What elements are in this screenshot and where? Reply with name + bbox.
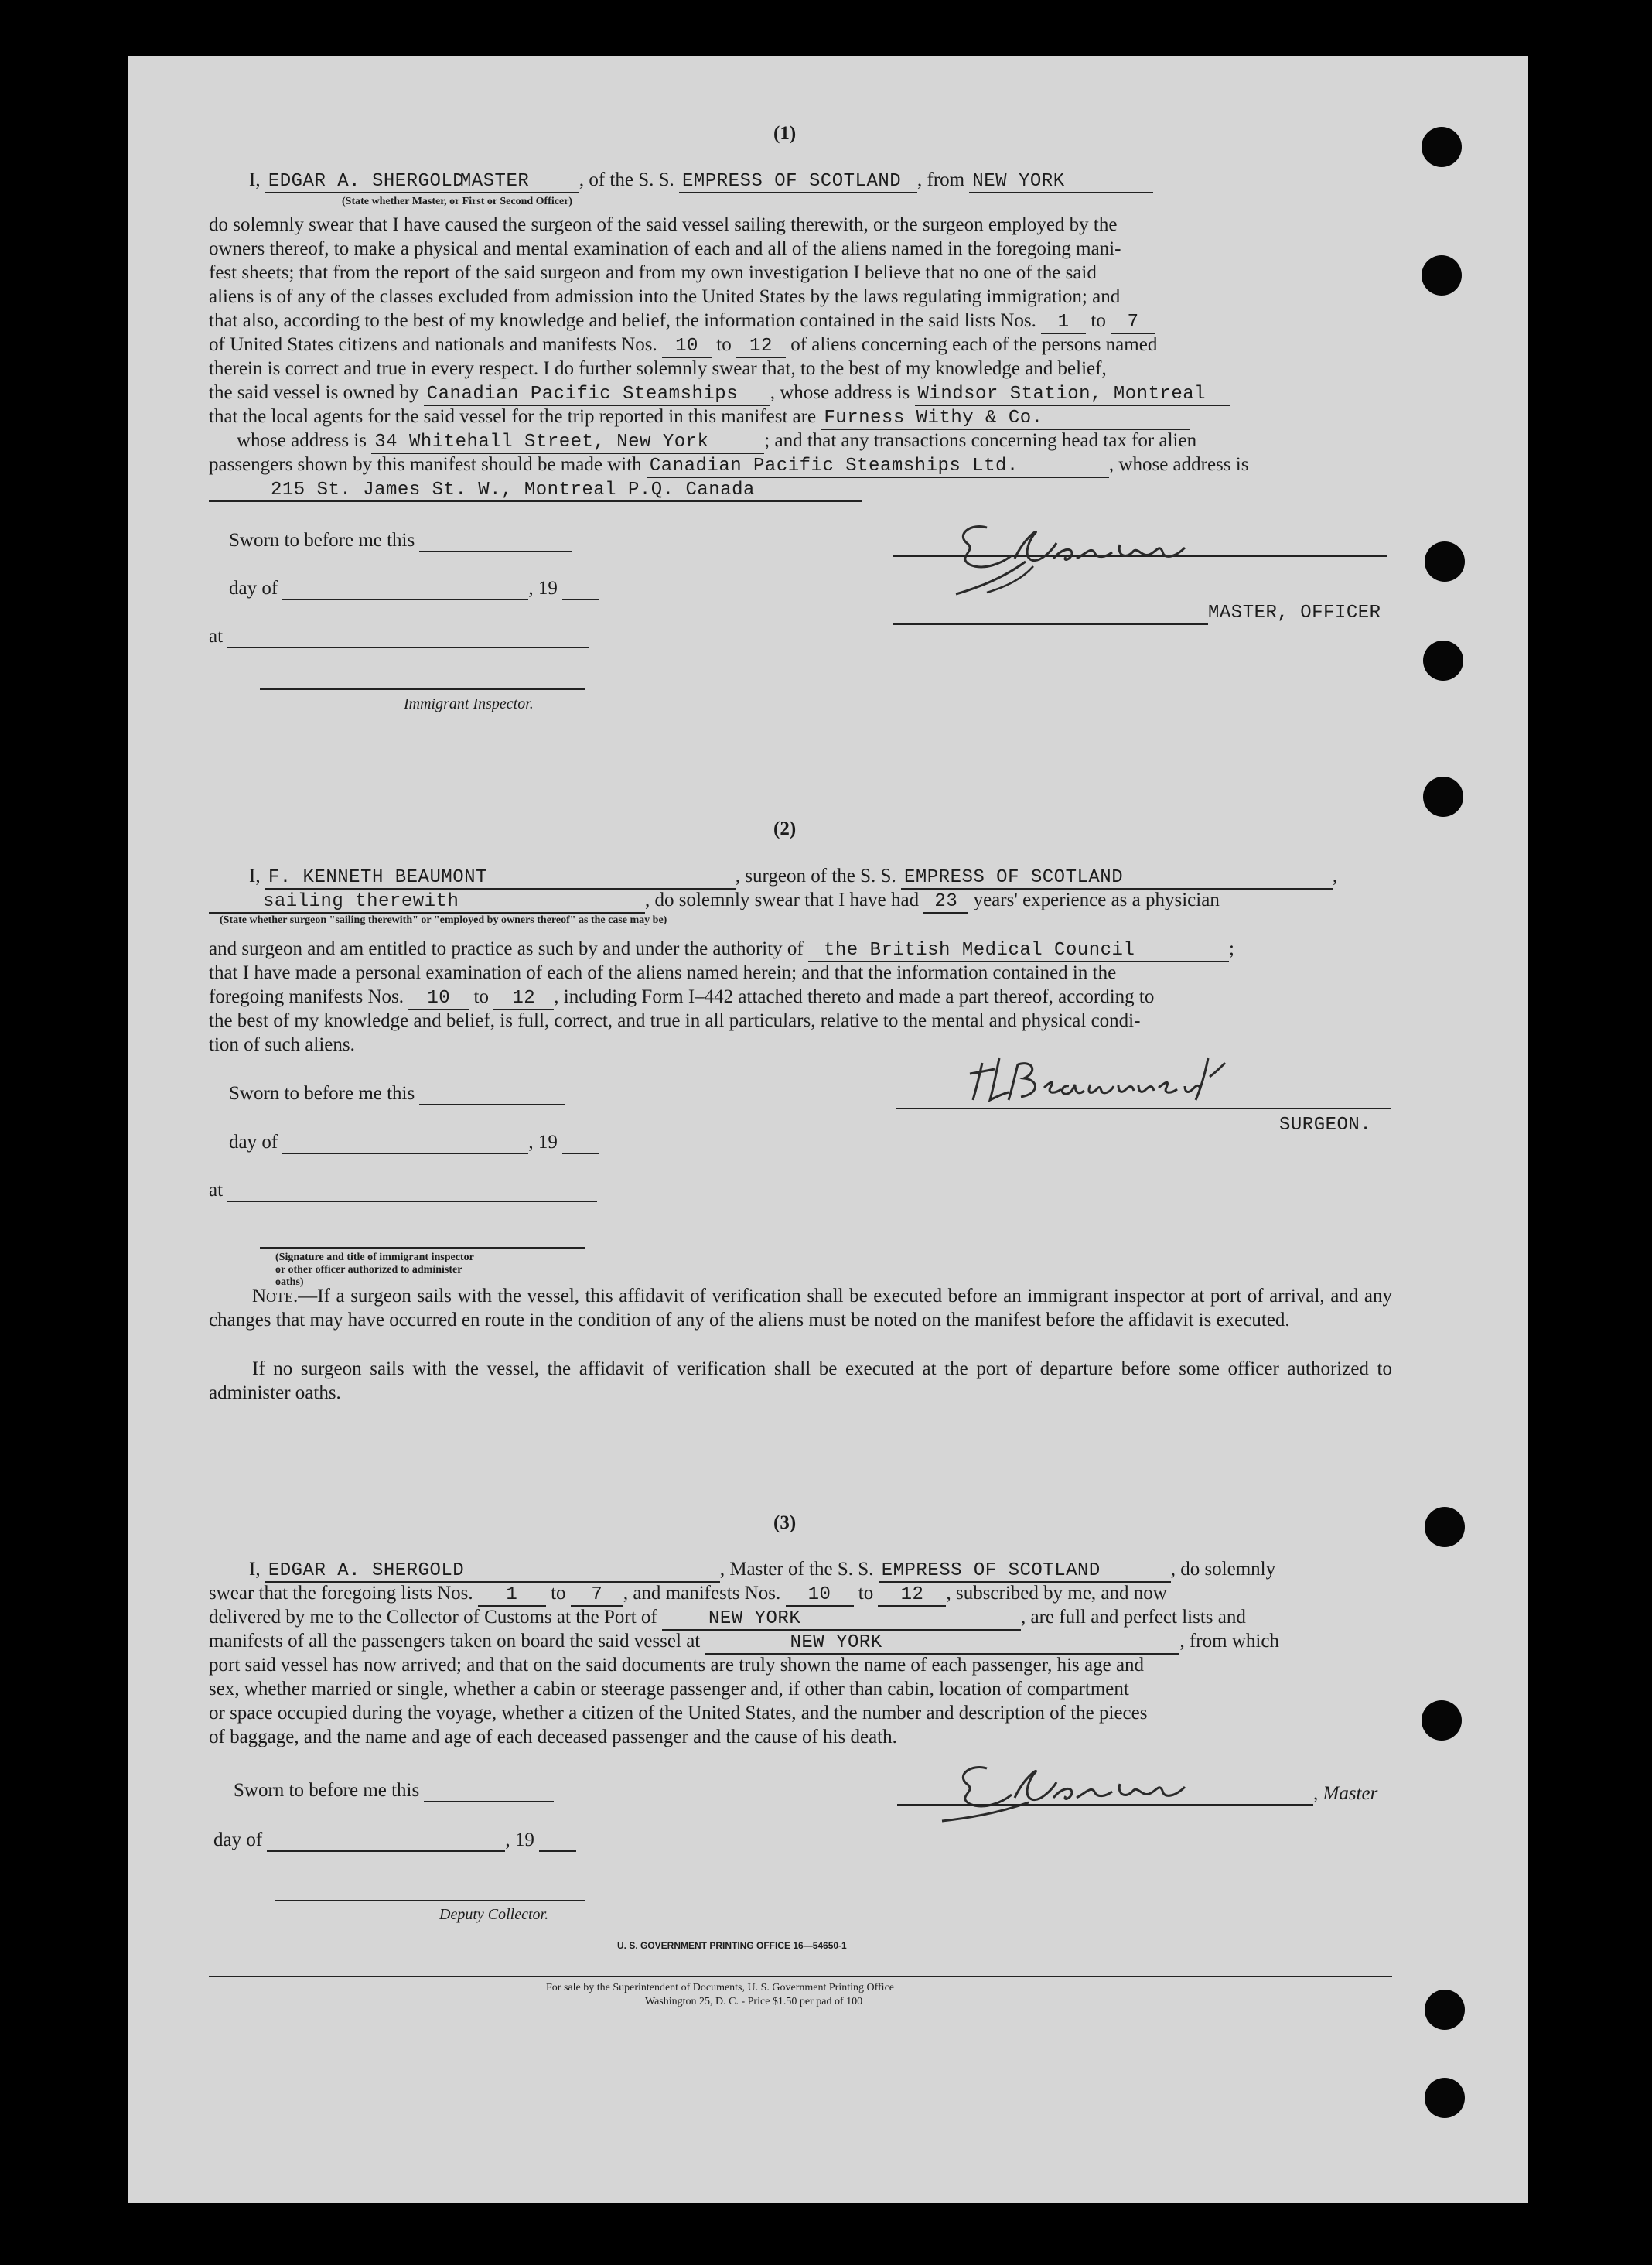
body-line: owners thereof, to make a physical and mental examination of each and all of the aliens named in the foregoing mani- xyxy=(209,238,1121,259)
text: , Master xyxy=(1313,1783,1378,1804)
body-line: or space occupied during the voyage, whether a citizen of the United States, and the number and description of the pieces xyxy=(209,1703,1148,1724)
text: , 19 xyxy=(505,1829,534,1850)
body-line xyxy=(209,1582,1167,1607)
body-line: and surgeon and am entitled to practice as such by and under the authority of the British Medical Council ; xyxy=(209,938,1234,961)
ship-name-field: EMPRESS OF SCOTLAND xyxy=(679,172,917,193)
punch-hole xyxy=(1423,641,1463,681)
master-oath-line xyxy=(249,1558,1275,1583)
text: , are full and perfect lists and xyxy=(1021,1607,1246,1628)
text: swear that the foregoing lists Nos. xyxy=(209,1583,473,1604)
body-line: fest sheets; that from the report of the said surgeon and from my own investigation I believe that no one of the said xyxy=(209,262,1097,283)
text: day of xyxy=(229,1132,278,1153)
signature-line xyxy=(260,1247,585,1249)
text: at xyxy=(209,626,224,647)
note-text: —If a surgeon sails with the vessel, this affidavit of verification shall be executed before an immigrant inspector at port of arrival, and any changes that may have occurred en route in the condition of any of the aliens must be noted on the manifest before the affidavit is executed. xyxy=(209,1286,1392,1331)
text: of aliens concerning each of the persons named xyxy=(790,334,1158,355)
text: to xyxy=(473,986,489,1007)
label: I, xyxy=(249,1559,261,1580)
field-note: (State whether Master, or First or Second Officer) xyxy=(342,196,573,207)
authority-field: the British Medical Council xyxy=(808,941,1229,962)
text: day of xyxy=(229,578,278,599)
note-paragraph: If no surgeon sails with the vessel, the affidavit of verification shall be executed at the port of departure before some officer authorized to administer oaths. xyxy=(209,1358,1392,1403)
text: at xyxy=(209,1180,224,1201)
body-line xyxy=(209,333,1157,358)
signature-blank xyxy=(893,603,1208,625)
label: , Master of the S. S. xyxy=(719,1559,874,1580)
text: Sworn to before me this xyxy=(234,1780,420,1801)
text: , 19 xyxy=(528,1132,558,1153)
day-blank xyxy=(282,579,528,600)
sworn-blank xyxy=(419,1084,565,1105)
owner-field: Canadian Pacific Steamships xyxy=(424,384,770,406)
text: , from which xyxy=(1179,1631,1279,1652)
section-number: (2) xyxy=(773,818,797,839)
text: that also, according to the best of my knowledge and belief, the information contained in the said lists Nos. xyxy=(209,310,1036,331)
note-label: Note. xyxy=(252,1286,299,1307)
lists-from-field: 1 xyxy=(478,1585,546,1607)
master-officer-label xyxy=(893,602,1381,625)
port-from-field: NEW YORK xyxy=(969,172,1153,193)
inspector-label: Immigrant Inspector. xyxy=(404,695,534,712)
surgeon-declaration-line: I, F. KENNETH BEAUMONT , surgeon of the S. S. EMPRESS OF SCOTLAND , xyxy=(249,866,1338,888)
day-of-label xyxy=(229,1131,599,1154)
text: of United States citizens and nationals and manifests Nos. xyxy=(209,334,657,355)
ship-name-field: EMPRESS OF SCOTLAND xyxy=(901,868,1333,890)
text: , including Form I–442 attached thereto and made a part thereof, according to xyxy=(554,986,1155,1007)
text: years' experience as a physician xyxy=(973,890,1220,910)
day-of-label xyxy=(213,1829,576,1852)
field-note: (State whether surgeon "sailing therewith" or "employed by owners thereof" as the case may be) xyxy=(220,914,667,926)
body-line: port said vessel has now arrived; and that on the said documents are truly shown the name of each passenger, his age and xyxy=(209,1655,1145,1676)
text: that the local agents for the said vessel for the trip reported in this manifest are xyxy=(209,406,817,427)
at-blank xyxy=(227,627,589,648)
body-line xyxy=(209,453,1248,478)
body-line: aliens is of any of the classes excluded from admission into the United States by the laws regulating immigration; and xyxy=(209,286,1121,307)
manifest-to-field: 12 xyxy=(736,337,786,358)
text: whose address is xyxy=(237,430,367,451)
section-number: (1) xyxy=(773,123,797,144)
owner-address-field: Windsor Station, Montreal xyxy=(915,384,1230,406)
text: day of xyxy=(213,1829,263,1850)
footer-line: For sale by the Superintendent of Documents, U. S. Government Printing Office xyxy=(546,1982,894,1993)
surgeon-label: SURGEON. xyxy=(1279,1115,1372,1136)
note-paragraph xyxy=(209,1284,1392,1332)
year-blank xyxy=(562,1132,599,1154)
master-title-field: MASTER xyxy=(457,172,579,193)
surgeon-signature xyxy=(964,1046,1242,1108)
punch-hole xyxy=(1425,541,1465,582)
punch-hole xyxy=(1425,1507,1465,1547)
master-name-field: EDGAR A. SHERGOLD xyxy=(265,1561,720,1583)
text: , whose address is xyxy=(1108,454,1249,475)
surgeon-name-field: F. KENNETH BEAUMONT xyxy=(265,868,736,890)
manifest-from-field: 10 xyxy=(786,1585,854,1607)
at-blank xyxy=(227,1180,597,1202)
text: the said vessel is owned by xyxy=(209,382,419,403)
text: , whose address is xyxy=(770,382,910,403)
body-line xyxy=(209,1606,1246,1631)
signature-blank xyxy=(897,1784,1313,1806)
label: , do solemnly xyxy=(1170,1559,1276,1580)
text: to xyxy=(551,1583,566,1604)
body-line xyxy=(209,381,1230,406)
master-name-field: EDGAR A. SHERGOLD xyxy=(265,172,457,193)
punch-hole xyxy=(1422,127,1462,167)
body-line: therein is correct and true in every respect. I do further solemnly swear that, to the best of my knowledge and belief, xyxy=(209,358,1107,379)
punch-hole xyxy=(1425,2078,1465,2118)
body-line xyxy=(209,477,862,502)
punch-hole xyxy=(1423,777,1463,817)
label: I, xyxy=(249,169,261,190)
body-line xyxy=(209,405,1190,430)
document-page xyxy=(128,56,1528,2203)
body-line: do solemnly swear that I have caused the surgeon of the said vessel sailing therewith, or the surgeon employed by the xyxy=(209,214,1118,235)
text: passengers shown by this manifest should be made with xyxy=(209,454,642,475)
manifest-to-field: 12 xyxy=(878,1585,946,1607)
text: to xyxy=(858,1583,874,1604)
text: delivered by me to the Collector of Customs at the Port of xyxy=(209,1607,657,1628)
day-of-label xyxy=(229,577,599,600)
years-field: 23 xyxy=(923,892,968,914)
signature-line xyxy=(260,688,585,690)
at-label xyxy=(209,1179,597,1202)
punch-hole xyxy=(1425,1990,1465,2030)
text: , and manifests Nos. xyxy=(623,1583,781,1604)
manifest-from-field: 10 xyxy=(662,337,712,358)
sworn-label xyxy=(234,1779,554,1802)
master-sign-line xyxy=(897,1782,1377,1806)
text: Sworn to before me this xyxy=(229,1083,415,1104)
head-tax-address-field: 215 St. James St. W., Montreal P.Q. Canada xyxy=(209,480,862,502)
year-blank xyxy=(539,1830,576,1852)
body-line: that I have made a personal examination of each of the aliens named herein; and that the information contained in the xyxy=(209,962,1117,983)
day-blank xyxy=(282,1132,528,1154)
at-label xyxy=(209,625,589,648)
section-number: (3) xyxy=(773,1512,797,1533)
text: , subscribed by me, and now xyxy=(946,1583,1167,1604)
sworn-blank xyxy=(424,1781,554,1802)
year-blank xyxy=(562,579,599,600)
text: foregoing manifests Nos. xyxy=(209,986,404,1007)
sworn-label xyxy=(229,1082,565,1105)
signature-note: (Signature and title of immigrant inspector or other officer authorized to administer oaths) xyxy=(275,1252,474,1288)
agents-field: Furness Withy & Co. xyxy=(821,408,1190,430)
text: and surgeon and am entitled to practice as such by and under the authority of xyxy=(209,938,804,959)
lists-to-field: 7 xyxy=(1111,313,1155,334)
agent-address-field: 34 Whitehall Street, New York xyxy=(371,432,764,454)
sworn-label xyxy=(229,529,572,552)
body-line xyxy=(209,1630,1279,1655)
text: manifests of all the passengers taken on board the said vessel at xyxy=(209,1631,701,1652)
body-line: sex, whether married or single, whether a cabin or steerage passenger and, if other than cabin, location of compartment xyxy=(209,1679,1129,1700)
text: MASTER, OFFICER xyxy=(1208,603,1381,623)
body-line xyxy=(209,889,1220,914)
body-line xyxy=(209,986,1154,1010)
label: , surgeon of the S. S. xyxy=(735,866,896,887)
signature-line xyxy=(896,1108,1391,1109)
text: ; and that any transactions concerning head tax for alien xyxy=(764,430,1197,451)
port-field: NEW YORK xyxy=(662,1609,1021,1631)
body-line xyxy=(209,309,1155,334)
body-line xyxy=(209,429,1196,454)
text: , do solemnly swear that I have had xyxy=(645,890,920,910)
body-line: of baggage, and the name and age of each deceased passenger and the cause of his death. xyxy=(209,1727,897,1747)
punch-hole xyxy=(1422,255,1462,296)
label: I, xyxy=(249,866,261,887)
text: , 19 xyxy=(528,578,558,599)
text: Sworn to before me this xyxy=(229,530,415,551)
footer-rule xyxy=(209,1976,1392,1977)
master-declaration-line xyxy=(249,169,1153,193)
text: to xyxy=(716,334,732,355)
sworn-blank xyxy=(419,531,572,552)
body-line: tion of such aliens. xyxy=(209,1034,355,1055)
deputy-collector-label: Deputy Collector. xyxy=(439,1906,549,1923)
manifest-from-field: 10 xyxy=(408,989,469,1010)
body-line: the best of my knowledge and belief, is full, correct, and true in all particulars, relative to the mental and physical condi- xyxy=(209,1010,1141,1031)
text: to xyxy=(1091,310,1106,331)
master-signature xyxy=(940,512,1234,597)
signature-line xyxy=(275,1900,585,1901)
head-tax-field: Canadian Pacific Steamships Ltd. xyxy=(647,456,1109,478)
punch-hole xyxy=(1422,1700,1462,1741)
port-at-field: NEW YORK xyxy=(705,1633,1179,1655)
manifest-to-field: 12 xyxy=(493,989,554,1010)
sailing-field: sailing therewith xyxy=(209,892,645,914)
footer-line: Washington 25, D. C. - Price $1.50 per pad of 100 xyxy=(645,1996,863,2007)
day-blank xyxy=(267,1830,505,1852)
label: , of the S. S. xyxy=(579,169,674,190)
gpo-imprint: U. S. GOVERNMENT PRINTING OFFICE 16—54650-1 xyxy=(617,1940,847,1951)
lists-to-field: 7 xyxy=(571,1585,623,1607)
lists-from-field: 1 xyxy=(1041,313,1086,334)
ship-name-field: EMPRESS OF SCOTLAND xyxy=(879,1561,1171,1583)
label: , from xyxy=(917,169,965,190)
